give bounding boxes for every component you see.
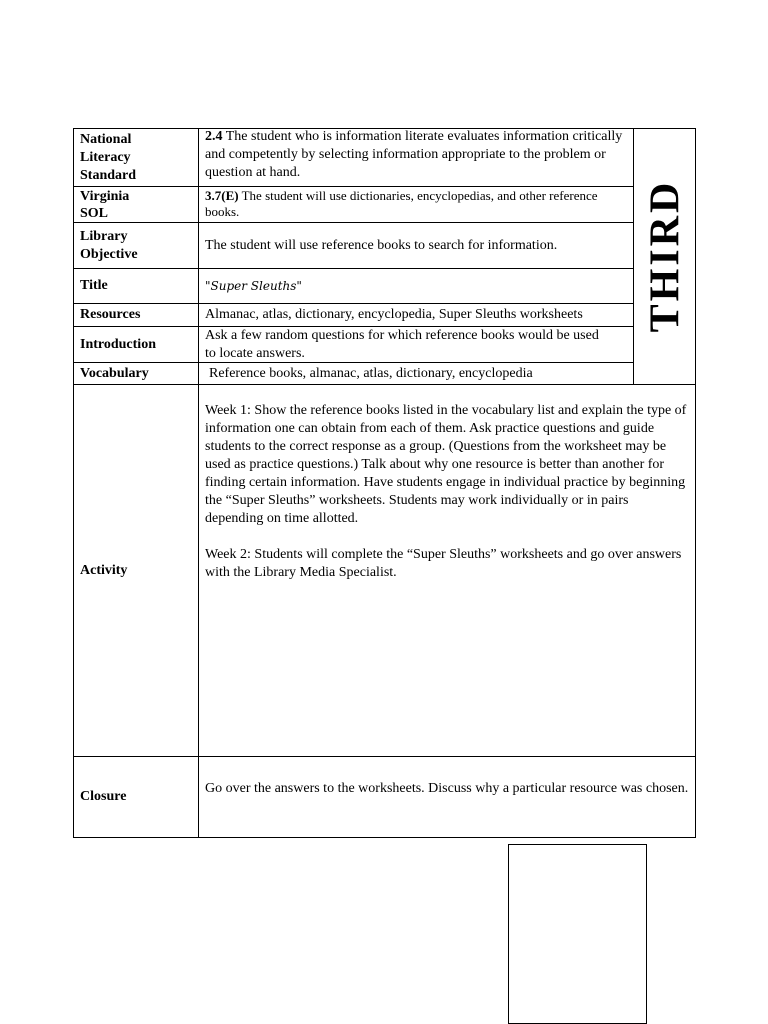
vocabulary-content xyxy=(203,363,633,384)
table-border-bottom xyxy=(73,837,696,838)
closure-text: Go over the answers to the worksheets. Discuss why a particular resource was chosen. xyxy=(205,781,689,796)
resources-text: Almanac, atlas, dictionary, encyclopedia, Super Sleuths worksheets xyxy=(205,307,583,322)
closure-content xyxy=(199,780,693,830)
virginia-sol-label: Virginia SOL xyxy=(80,188,130,221)
title-content xyxy=(199,269,633,303)
introduction-content xyxy=(199,327,633,362)
virginia-sol-code: 3.7(E) xyxy=(205,188,239,203)
activity-week1: Week 1: Show the reference books listed in the vocabulary list and explain the type of information one can obtain from each of them. Ask practice questions and guide students to the correct response as a group. (Questions from the worksheet may be used as practice questions.) Talk about why one resource is better than another for finding certain information. Have students engage in individual practice by beginning the “Super Sleuths” worksheets. Students may work individually or in pairs depending on time allotted. xyxy=(205,403,687,526)
resources-content xyxy=(199,304,633,326)
activity-label: Activity xyxy=(80,562,128,578)
grade-label xyxy=(634,130,696,382)
introduction-label: Introduction xyxy=(80,336,156,352)
vocabulary-text: Reference books, almanac, atlas, dictionary, encyclopedia xyxy=(209,365,533,381)
grade-label-text: THIRD xyxy=(642,179,689,333)
national-standard-code: 2.4 xyxy=(205,129,223,144)
empty-box xyxy=(508,844,647,1024)
vocabulary-label: Vocabulary xyxy=(80,365,149,381)
introduction-text: Ask a few random questions for which reference books would be used to locate answers. xyxy=(205,328,599,361)
library-objective-text: The student will use reference books to search for information. xyxy=(205,237,558,253)
national-standard-content xyxy=(199,128,633,186)
national-standard-text: The student who is information literate evaluates information critically and competently by selecting information appropriate to the problem or question at hand. xyxy=(205,129,623,180)
closure-label: Closure xyxy=(80,789,127,804)
resources-label: Resources xyxy=(80,307,141,322)
library-objective-label: Library Objective xyxy=(80,228,138,262)
lesson-title: "Super Sleuths" xyxy=(205,279,302,293)
title-label: Title xyxy=(80,278,108,293)
virginia-sol-content xyxy=(199,188,633,222)
library-objective-content xyxy=(199,223,633,268)
virginia-sol-text: The student will use dictionaries, encyclopedias, and other reference books. xyxy=(205,188,598,219)
activity-content xyxy=(199,402,693,754)
national-standard-label: National Literacy Standard xyxy=(80,131,137,183)
activity-week2: Week 2: Students will complete the “Super Sleuths” worksheets and go over answers with the Library Media Specialist. xyxy=(205,547,682,580)
